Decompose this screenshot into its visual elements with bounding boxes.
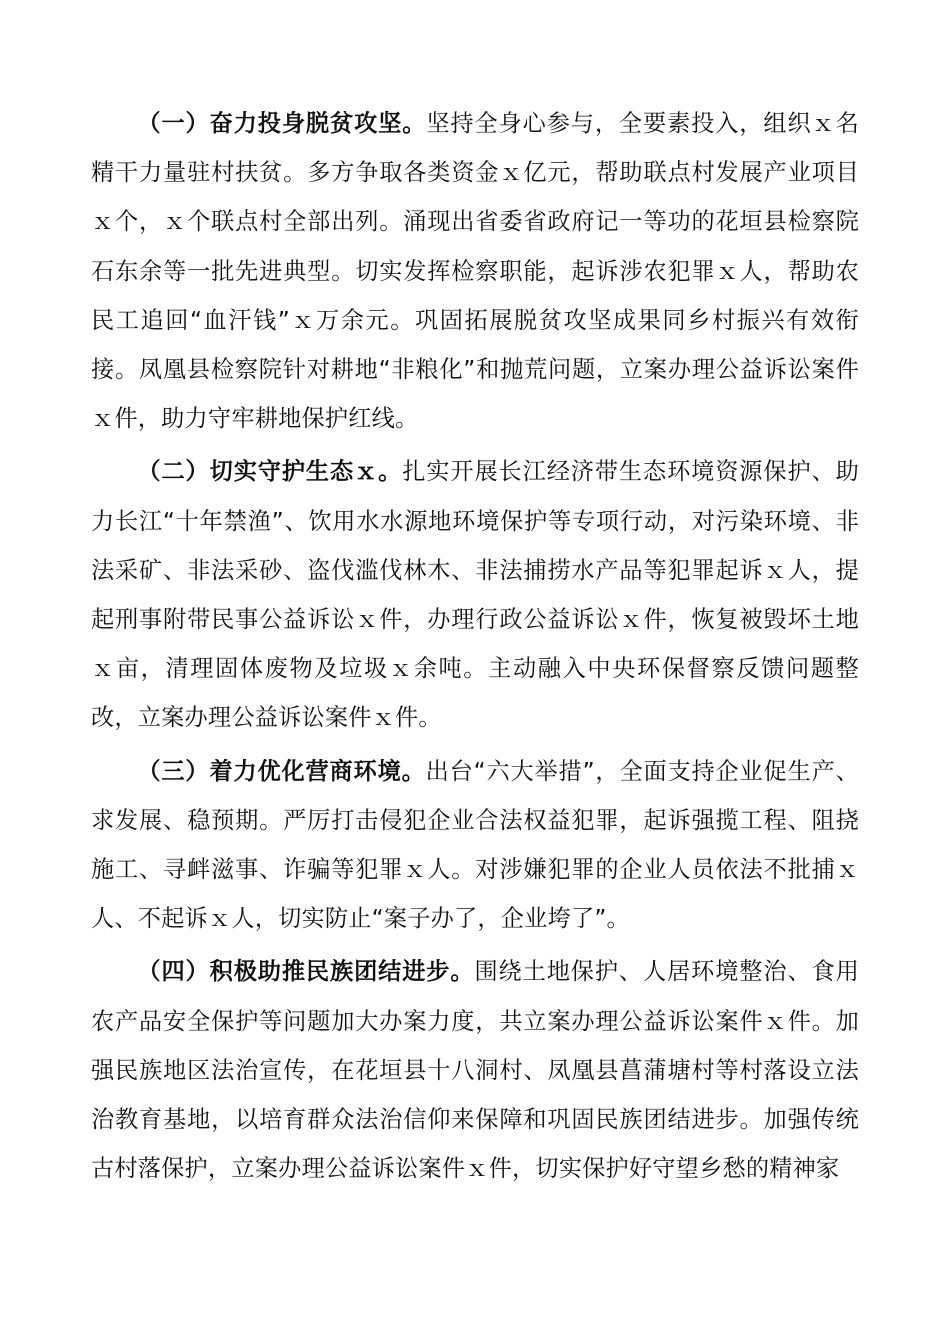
paragraph-heading: （二）切实守护生态ｘ。 [137,458,403,486]
paragraph-heading: （一）奋力投身脱贫攻坚。 [137,110,427,137]
paragraph-ecology-protection [91,447,859,742]
paragraph-ethnic-unity [91,947,859,1193]
document-page [91,99,859,1197]
paragraph-heading: （四）积极助推民族团结进步。 [137,958,475,986]
paragraph-poverty-alleviation [91,99,859,443]
paragraph-heading: （三）着力优化营商环境。 [137,757,426,785]
paragraph-business-environment [91,747,859,944]
paragraph-body: 围绕土地保护、人居环境整治、食用农产品安全保护等问题加大办案力度，共立案办理公益诉讼案件ｘ件。加强民族地区法治宣传，在花垣县十八洞村、凤凰县菖蒲塘村等村落设立法治教育基地，以培育群众法治信仰来保障和巩固民族团结进步。加强传统古村落保护，立案办理公益诉讼案件ｘ件，切实保护好守望乡愁的精神家 [91,958,859,1183]
paragraph-body: 扎实开展长江经济带生态环境资源保护、助力长江“十年禁渔”、饮用水水源地环境保护等专项行动，对污染环境、非法采矿、非法采砂、盗伐滥伐林木、非法捕捞水产品等犯罪起诉ｘ人，提起刑事附带民事公益诉讼ｘ件，办理行政公益诉讼ｘ件，恢复被毁坏土地ｘ亩，清理固体废物及垃圾ｘ余吨。主动融入中央环保督察反馈问题整改，立案办理公益诉讼案件ｘ件。 [91,458,859,732]
paragraph-body: 坚持全身心参与，全要素投入，组织ｘ名精干力量驻村扶贫。多方争取各类资金ｘ亿元，帮助联点村发展产业项目ｘ个，ｘ个联点村全部出列。涌现出省委省政府记一等功的花垣县检察院石东余等一批先进典型。切实发挥检察职能，起诉涉农犯罪ｘ人，帮助农民工追回“血汗钱”ｘ万余元。巩固拓展脱贫攻坚成果同乡村振兴有效衔接。凤凰县检察院针对耕地“非粮化”和抛荒问题，立案办理公益诉讼案件ｘ件，助力守牢耕地保护红线。 [91,110,859,433]
paragraph-body: 出台“六大举措”，全面支持企业促生产、求发展、稳预期。严厉打击侵犯企业合法权益犯罪，起诉强揽工程、阻挠施工、寻衅滋事、诈骗等犯罪ｘ人。对涉嫌犯罪的企业人员依法不批捕ｘ人、不起诉ｘ人，切实防止“案子办了，企业垮了”。 [91,757,859,933]
